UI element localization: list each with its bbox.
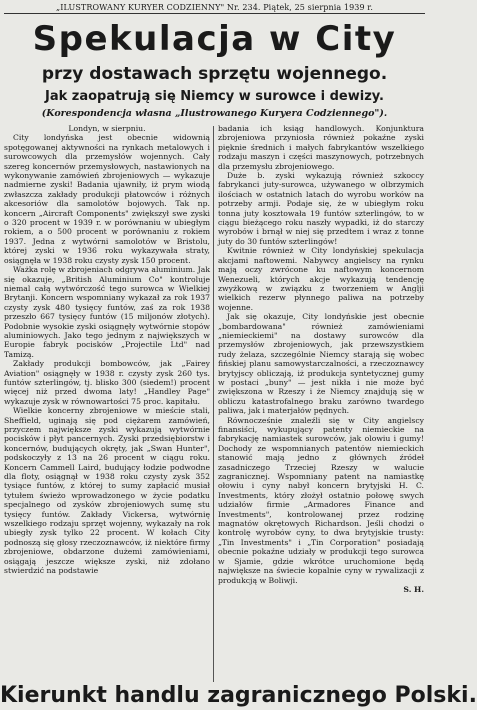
article-paragraph: Równocześnie znaleźli się w City angielscy finansiści, wykupujący patenty niemieckie na fabrykację namiastek surowców, jak olowiu i gumy! Dochody ze wspomnianych patentów niemieckich stanowić mają jedno z głównych źródeł zasadniczego Trzeciej Rzeszy w walucie zagranicznej. Wspomniany patent na namiastkę ołowiu i cyny nabył koncern brytyjski H. C. Investments, który złożył ostatnio połowę swych udziałów firmie „Armadores Finance and Investments", kontrolowanej przez rodzinę magnatów okrętowych Richardson. Jeśli chodzi o kontrolę wyrobów cyny, to dwa brytyjskie trusty: „Tin Investments" i „Tin Corporation" posiadają obecnie pokaźne udziały w produkcji tego surowca w Sjamie, gdzie wkrótce uruchomione będą największe na świecie kopalnie cyny w rywalizacji z produkcją w Boliwji. — [218, 415, 424, 585]
column-divider — [213, 126, 214, 686]
article-paragraph: Zakłady produkcji bombowców, jak „Fairey Aviation" osiągnęły w 1938 r. czysty zysk 260 tys. funtów szterlingów, tj. blisko 300 (siedem!) procent więcej niż przed dwoma laty! „Handley Page" wykazuje zysk w równowartości 75 proc. kapitału. — [4, 359, 210, 406]
article-column-left — [4, 124, 210, 688]
article-paragraph: Wielkie koncerny zbrojeniowe w mieście stali, Sheffield, uginają się pod ciężarem zamówień, przyczem największe zyski wykazują wytwórnie pocisków i płyt pancernych. Zyski przedsiębiorstw i koncernów, budujących okręty, jak „Swan Hunter", podskoczyły z 13 na 26 procent w ciągu roku. Koncern Cammell Laird, budujący łodzie podwodne dla floty, osiągnął w 1938 roku czysty zysk 352 tysiące funtów, z której to sumy zapłacić musiał tytułem świeżo wprowadzonego w życie podatku specjalnego od zysków zbrojeniowych sumę stu tysięcy funtów. Zakłady Vickersa, wytwórnię wszelkiego rodzaju sprzęt wojenny, wykazały na rok ubiegły zysk tylko 22 procent. W kołach City podnoszą się głosy rzeczoznawców, iż niektóre firmy zbrojeniowe, obdarzone dużemi zamówieniami, osiągają jeszcze większe zyski, niż zdołano stwierdzić na podstawie — [4, 406, 210, 576]
article-column-right — [218, 124, 424, 688]
article-deck: Jak zaopatrują się Niemcy w surowce i dewizy. — [45, 89, 384, 104]
article-headline: Spekulacja w City — [32, 19, 397, 59]
next-article-headline: Kierunkt handlu zagranicznego Polski. — [0, 683, 477, 708]
article-paragraph: Kwitnie również w City londyńskiej spekulacja akcjami naftowemi. Nabywcy angielscy na rynku mają oczy zwrócone ku naftowym koncernom Wenezueli, których akcje wykazują tendencję zwyżkową w związku z tworzeniem w Anglji wielkich rezerw płynnego paliwa na potrzeby wojenne. — [218, 246, 424, 312]
article-signature: S. H. — [403, 584, 424, 594]
article-dateline: Londyn, w sierpniu. — [68, 124, 146, 133]
newspaper-header: „ILUSTROWANY KURYER CODZIENNY" Nr. 234. Piątek, 25 sierpnia 1939 r. — [56, 3, 373, 12]
article-paragraph: Ważka rolę w zbrojeniach odgrywa aluminium. Jak się okazuje, „British Aluminium Co" kontroluje niemal całą wytwórczość tego surowca w Wielkiej Brytanji. Koncern wspomniany wykazał za rok 1937 czysty zysk 480 tysięcy funtów, zaś za rok 1938 przeszło 667 tysięcy funtów (15 miljonów złotych). Podobnie wysokie zyski osiągnęły wytwórnie stopów aluminiowych. Jako tego jednym z największych w Europie fabryk pocisków „Projectile Ltd" nad Tamizą. — [4, 265, 210, 359]
article-paragraph: Jak się okazuje, City londyńskie jest obecnie „bombardowana" również zamówieniami „niemieckiemi" na dostawy surowców dla przemysłów zbrojeniowych, jak przewszystkiem rudy żelaza, szczególnie Niemcy starają się wobec fińskiej planu samowystarczalności, a rzeczoznawcy brytyjscy obliczają, iż produkcja syntetycznej gumy w postaci „buny" — jest nikła i nie może być zwiększona w Rzeszy i że Niemcy znajdują się w obliczu katastrofalnego braku zarówno twardego paliwa, jak i materjałów pędnych. — [218, 312, 424, 416]
header-rule — [4, 13, 425, 14]
article-paragraph: City londyńska jest obecnie widownią spotęgowanej aktywności na rynkach metalowych i surowcowych dla przemysłów wojennych. Cały szereg koncernów przemysłowych, nastawionych na wykonywanie zamówień zbrojeniowych — wykazuje nadmierne zyski! Badania ujawniły, iż prym wiodą zwłaszcza zakłady produkcji płatowców i różnych akcesoriów dla samolotów bojowych. Tak np. koncern „Aircraft Components" zwiększył swe zyski o 320 procent w 1939 r. w porównaniu w ubiegłym rokiem, a o 500 procent w porównaniu z rokiem 1937. Jedna z wytwórni samolotów w Bristolu, której zyski w 1936 roku wykazywała straty, osiągnęła w 1938 roku czysty zysk 150 procent. — [4, 133, 210, 265]
article-paragraph: badania ich ksiąg handlowych. Konjunktura zbrojeniowa przyniosła również pokaźne zyski pięknie średnich i małych fabrykantów wszelkiego rodzaju maszyn i części maszynowych, potrzebnych dla przemysłu zbrojeniowego. — [218, 124, 424, 171]
article-subheadline: przy dostawach sprzętu wojennego. — [41, 64, 388, 84]
article-credit: (Korespondencja własna „Ilustrowanego Kuryera Codziennego"). — [41, 108, 388, 119]
article-paragraph: Duże b. zyski wykazują również szkoccy fabrykanci juty-surowca, używanego w olbrzymich ilościach w ostatnich latach do wyrobu worków na potrzeby armji. Podaje się, że w ubiegłym roku tonna juty kosztowała 19 funtów szterlingów, to w ciągu bieżącego roku naszły wypadki, iż do starczy wyrobów i brnął w niej się przedtem i wraz z tonne juty do 30 funtów szterlingów! — [218, 171, 424, 246]
